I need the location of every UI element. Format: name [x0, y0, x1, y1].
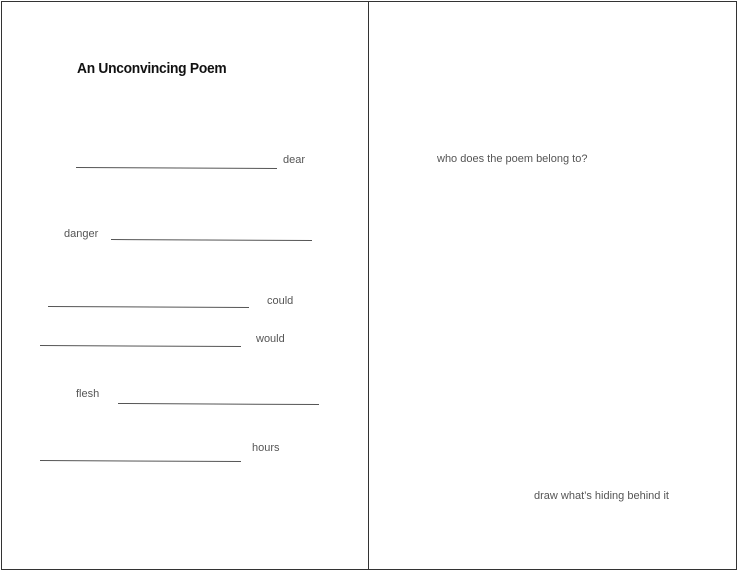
right-page — [370, 2, 738, 569]
book-spread — [1, 1, 737, 570]
blank-line-6[interactable] — [40, 460, 241, 462]
word-could: could — [267, 295, 294, 307]
blank-line-1[interactable] — [76, 167, 277, 169]
page-fold — [368, 1, 369, 570]
prompt-who-owns-poem: who does the poem belong to? — [437, 153, 588, 165]
blank-line-3[interactable] — [48, 306, 249, 308]
blank-line-2[interactable] — [111, 239, 312, 241]
prompt-draw-behind: draw what’s hiding behind it — [534, 490, 669, 502]
blank-line-4[interactable] — [40, 345, 241, 347]
poem-title: An Unconvincing Poem — [77, 60, 227, 77]
word-would: would — [256, 333, 285, 345]
left-page — [2, 2, 369, 569]
word-danger: danger — [64, 228, 99, 240]
word-flesh: flesh — [76, 388, 100, 400]
blank-line-5[interactable] — [118, 403, 319, 405]
word-hours: hours — [252, 442, 280, 454]
word-dear: dear — [283, 154, 306, 166]
